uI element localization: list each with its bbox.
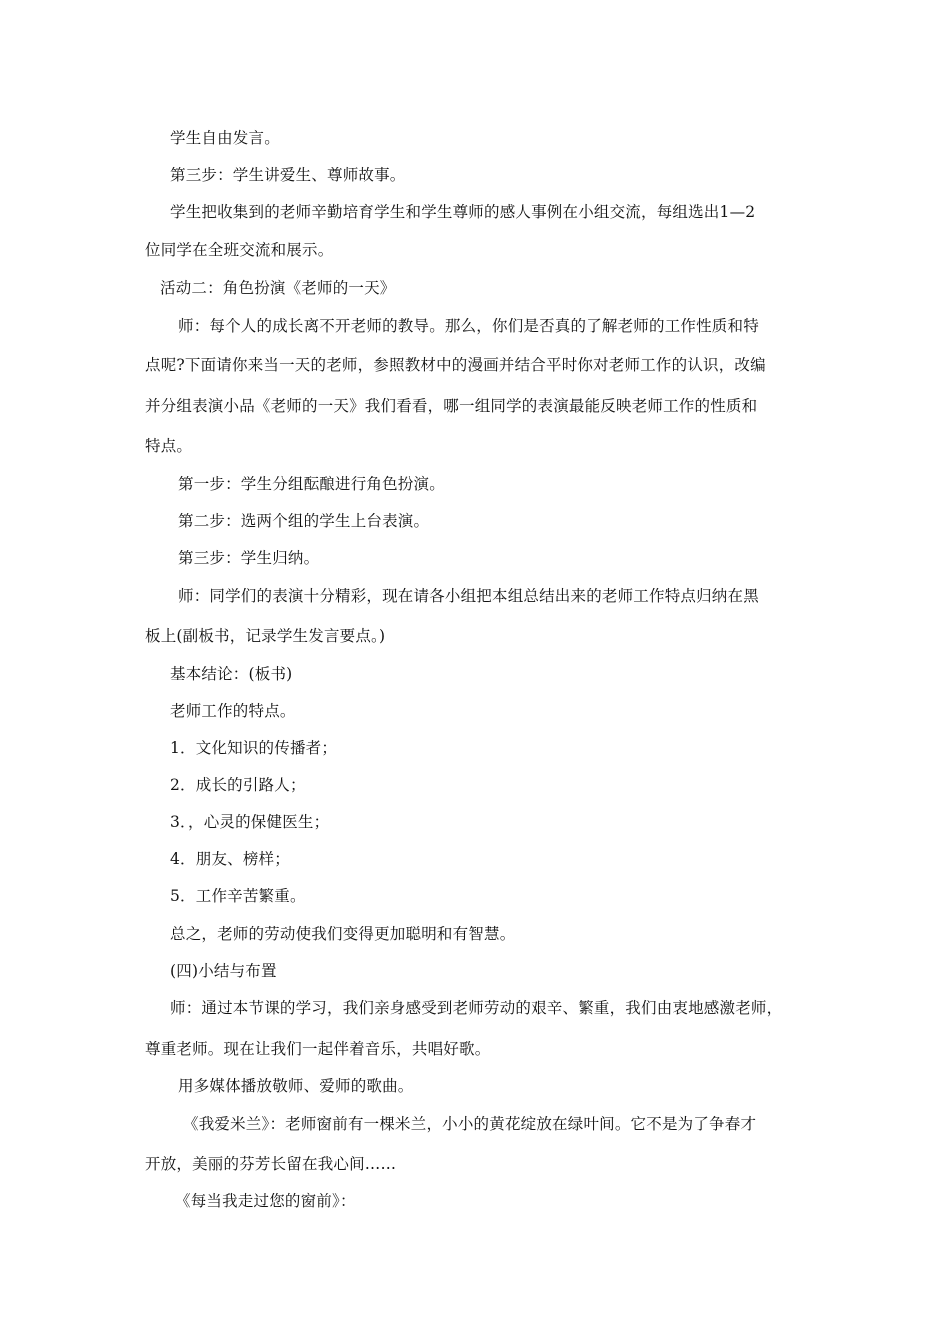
paragraph-line: 用多媒体播放敬师、爱师的歌曲。	[178, 1077, 414, 1095]
paragraph-line: 学生自由发言。	[170, 129, 280, 147]
paragraph-line: 开放，美丽的芬芳长留在我心间……	[145, 1155, 397, 1173]
paragraph-line: 师：每个人的成长离不开老师的教导。那么，你们是否真的了解老师的工作性质和特	[178, 317, 759, 335]
paragraph-line: 师：通过本节课的学习，我们亲身感受到老师劳动的艰辛、繁重，我们由衷地感激老师，	[170, 999, 783, 1017]
paragraph-line: 基本结论：(板书)	[170, 665, 293, 683]
paragraph-line: 《每当我走过您的窗前》：	[175, 1192, 356, 1210]
paragraph-line: 并分组表演小品《老师的一天》我们看看，哪一组同学的表演最能反映老师工作的性质和	[145, 397, 758, 415]
list-item: 3．，心灵的保健医生；	[170, 813, 330, 831]
paragraph-line: 板上(副板书，记录学生发言要点。)	[145, 627, 386, 645]
paragraph-line: 特点。	[145, 437, 193, 455]
paragraph-line: 《我爱米兰》：老师窗前有一棵米兰，小小的黄花绽放在绿叶间。它不是为了争春才	[183, 1115, 757, 1133]
paragraph-line: 师：同学们的表演十分精彩，现在请各小组把本组总结出来的老师工作特点归纳在黑	[178, 587, 759, 605]
paragraph-line: 点呢?下面请你来当一天的老师，参照教材中的漫画并结合平时你对老师工作的认识，改编	[145, 356, 766, 374]
list-item: 2．成长的引路人；	[170, 776, 306, 794]
paragraph-line: 学生把收集到的老师辛勤培育学生和学生尊师的感人事例在小组交流，每组选出1—2	[170, 203, 756, 221]
paragraph-line: 尊重老师。现在让我们一起伴着音乐，共唱好歌。	[145, 1040, 491, 1058]
paragraph-line: 第三步：学生归纳。	[178, 549, 320, 567]
paragraph-line: 第三步：学生讲爱生、尊师故事。	[170, 166, 406, 184]
paragraph-line: 位同学在全班交流和展示。	[145, 241, 334, 259]
section-heading: (四)小结与布置	[170, 962, 277, 980]
paragraph-line: 总之，老师的劳动使我们变得更加聪明和有智慧。	[170, 925, 516, 943]
section-heading: 活动二：角色扮演《老师的一天》	[160, 279, 396, 297]
list-item: 4．朋友、榜样；	[170, 850, 290, 868]
list-item: 5．工作辛苦繁重。	[170, 887, 306, 905]
paragraph-line: 第一步：学生分组酝酿进行角色扮演。	[178, 475, 445, 493]
paragraph-line: 第二步：选两个组的学生上台表演。	[178, 512, 430, 530]
paragraph-line: 老师工作的特点。	[170, 702, 296, 720]
list-item: 1．文化知识的传播者；	[170, 739, 338, 757]
